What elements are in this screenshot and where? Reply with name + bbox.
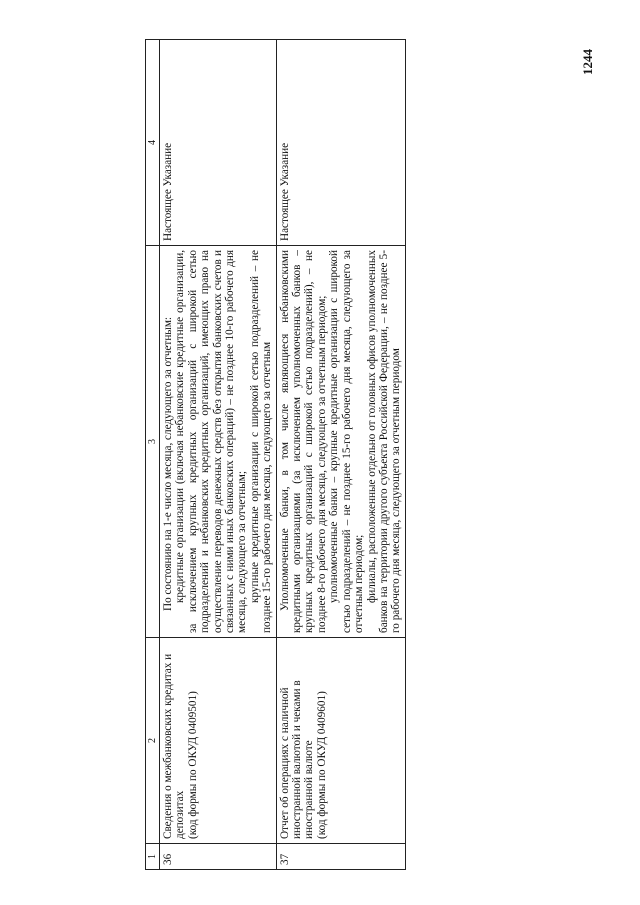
column-header-2: 2	[146, 638, 160, 844]
table-row	[276, 40, 405, 870]
column-header-3: 3	[146, 246, 160, 638]
table-header-row	[146, 40, 160, 870]
deadline-cell	[160, 246, 277, 638]
form-title: Отчет об операциях с наличной иностранной валютой и чеками в иностранной валюте	[278, 680, 316, 839]
form-okud-code: (код формы по ОКУД 0409601)	[315, 691, 328, 839]
deadline-paragraph: кредитные организации (включая небанковские кредитные организации, за исключением крупных кредитных организаций с широкой сетью подразделений и небанковских кредитных организаций, имеющих право на осуществление переводов денежных средств без открытия банковских счетов и связанных с ними иных банковских операций) – не позднее 10-го рабочего дня месяца, следующего за отчетным;	[174, 250, 249, 633]
page-number-text: 1244	[580, 49, 595, 75]
column-header-1: 1	[146, 844, 160, 870]
basis-cell: Настоящее Указание	[160, 40, 277, 246]
rotated-table-wrapper	[145, 40, 403, 870]
form-okud-code: (код формы по ОКУД 0409501)	[186, 691, 199, 839]
deadline-paragraph: крупные кредитные организации с широкой сетью подразделений – не позднее 15-го рабочего дня месяца, следующего за отчетным	[248, 250, 274, 633]
deadline-paragraph: По состоянию на 1-е число месяца, следующего за отчетным:	[162, 316, 174, 611]
deadline-paragraph: Уполномоченные банки, в том числе являющиеся небанковскими кредитными организациями (за исключением уполномоченных банков – крупных кредитных организаций с широкой сетью подразделений), – не позднее 8-го рабочего дня месяца, следующего за отчетным периодом;	[278, 250, 328, 633]
form-name-cell	[160, 638, 277, 844]
basis-cell: Настоящее Указание	[276, 40, 405, 246]
column-header-4: 4	[146, 40, 160, 246]
deadline-paragraph: филиалы, расположенные отдельно от головных офисов уполномоченных банков на территории другого субъекта Российской Федерации, – не позднее 5-го рабочего дня месяца, следующего за отчетным периодом	[365, 250, 403, 633]
deadline-paragraph: уполномоченные банки – крупные кредитные организации с широкой сетью подразделений – не позднее 15-го рабочего дня месяца, следующего за отчетным периодом;	[328, 250, 366, 633]
table-row	[160, 40, 277, 870]
form-title: Сведения о межбанковских кредитах и депозитах	[162, 653, 187, 839]
row-number: 37	[276, 844, 405, 870]
reporting-table	[145, 39, 406, 870]
deadline-cell	[276, 246, 405, 638]
form-name-cell	[276, 638, 405, 844]
page-number	[573, 32, 603, 92]
row-number: 36	[160, 844, 277, 870]
